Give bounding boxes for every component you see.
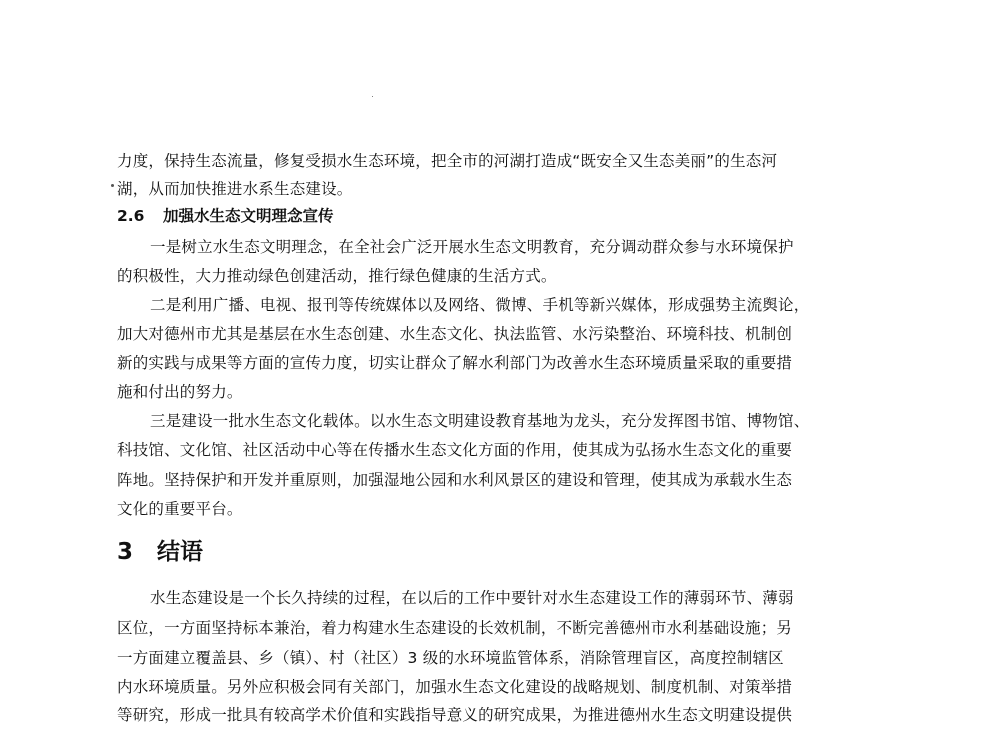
paragraph-line: 等研究，形成一批具有较高学术价值和实践指导意义的研究成果，为推进德州水生态文明建设提供 <box>117 706 793 724</box>
paragraph-line: 三是建设一批水生态文化载体。以水生态文明建设教育基地为龙头，充分发挥图书馆、博物馆、 <box>150 412 810 430</box>
scan-speck <box>372 96 373 97</box>
section-title: 加强水生态文明理念宣传 <box>163 207 334 225</box>
section-heading-2-6 <box>117 201 334 231</box>
text-line: 力度，保持生态流量，修复受损水生态环境，把全市的河湖打造成“既安全又生态美丽”的生态河 <box>117 152 778 170</box>
paragraph-line: 阵地。坚持保护和开发并重原则，加强湿地公园和水利风景区的建设和管理，使其成为承载水生态 <box>117 471 793 489</box>
paragraph-line: 一是树立水生态文明理念，在全社会广泛开展水生态文明教育，充分调动群众参与水环境保护 <box>150 238 794 256</box>
paragraph-line: 科技馆、文化馆、社区活动中心等在传播水生态文化方面的作用，使其成为弘扬水生态文化的重要 <box>117 441 793 459</box>
section-heading-3 <box>117 532 203 572</box>
paragraph-line: 一方面建立覆盖县、乡（镇）、村（社区）3 级的水环境监管体系，消除管理盲区，高度控制辖区 <box>117 649 784 667</box>
section-title: 结语 <box>157 539 203 565</box>
paragraph-line: 内水环境质量。另外应积极会同有关部门，加强水生态文化建设的战略规划、制度机制、对策举措 <box>117 678 793 696</box>
section-number: 3 <box>117 539 134 565</box>
text-line: 湖，从而加快推进水系生态建设。 <box>117 180 353 198</box>
paragraph-line: 施和付出的努力。 <box>117 383 243 401</box>
paragraph-line: 二是利用广播、电视、报刊等传统媒体以及网络、微博、手机等新兴媒体，形成强势主流舆论， <box>150 296 810 314</box>
paragraph-line: 加大对德州市尤其是基层在水生态创建、水生态文化、执法监管、水污染整治、环境科技、机制创 <box>117 325 793 343</box>
section-number: 2.6 <box>117 207 145 225</box>
paragraph-line: 区位，一方面坚持标本兼治，着力构建水生态建设的长效机制，不断完善德州市水利基础设施；另 <box>117 619 793 637</box>
paragraph-line: 水生态建设是一个长久持续的过程，在以后的工作中要针对水生态建设工作的薄弱环节、薄弱 <box>150 589 794 607</box>
paragraph-line: 新的实践与成果等方面的宣传力度，切实让群众了解水利部门为改善水生态环境质量采取的重要措 <box>117 354 793 372</box>
paragraph-line: 的积极性，大力推动绿色创建活动，推行绿色健康的生活方式。 <box>117 267 557 285</box>
paragraph-line: 文化的重要平台。 <box>117 500 243 518</box>
scan-speck <box>111 184 114 187</box>
